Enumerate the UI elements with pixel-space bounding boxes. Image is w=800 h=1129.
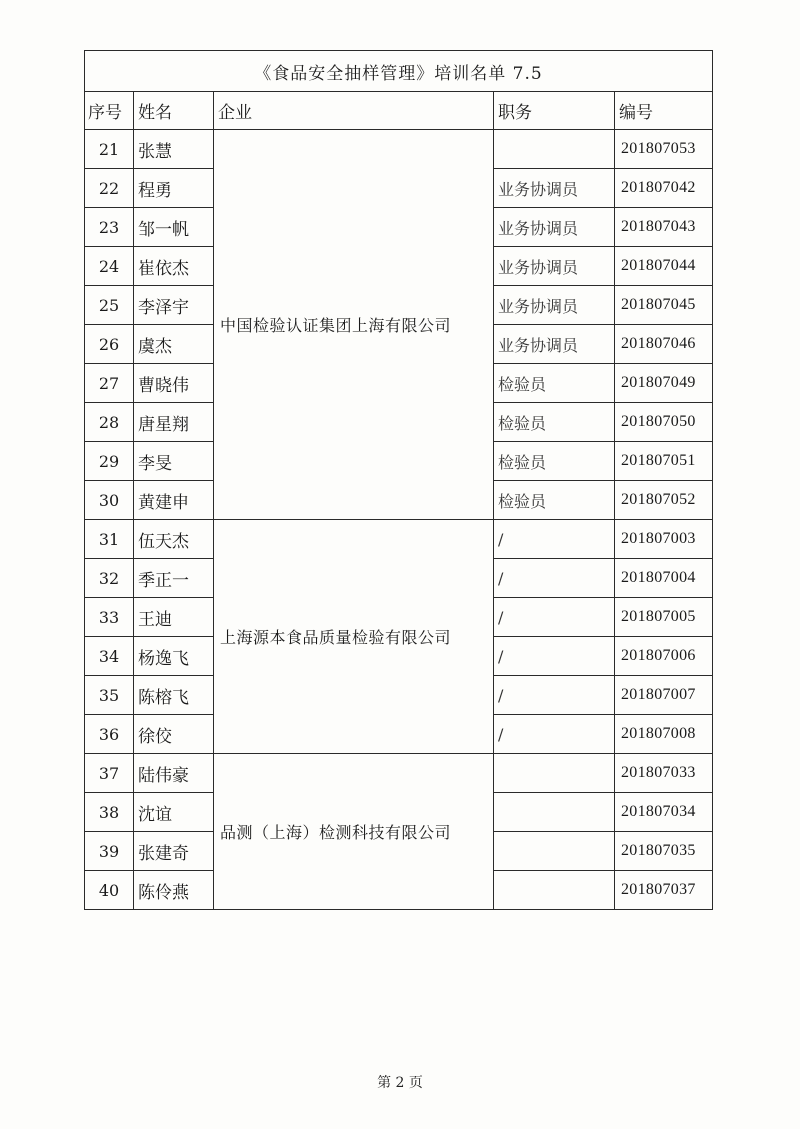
row-number: 25 [85, 286, 134, 325]
table-row [85, 130, 713, 169]
position-title: / [494, 598, 615, 637]
person-name: 沈谊 [134, 793, 214, 832]
header-org: 企业 [214, 92, 494, 130]
row-number: 37 [85, 754, 134, 793]
person-name: 陈伶燕 [134, 871, 214, 910]
registration-code: 201807046 [615, 325, 713, 364]
position-title: 检验员 [494, 442, 615, 481]
position-title: / [494, 715, 615, 754]
person-name: 虞杰 [134, 325, 214, 364]
header-no: 序号 [85, 92, 134, 130]
page-number: 第 2 页 [377, 1075, 423, 1091]
person-name: 季正一 [134, 559, 214, 598]
registration-code: 201807050 [615, 403, 713, 442]
company-name: 品测（上海）检测科技有限公司 [214, 754, 494, 910]
position-title [494, 754, 615, 793]
position-title: / [494, 559, 615, 598]
person-name: 杨逸飞 [134, 637, 214, 676]
registration-code: 201807049 [615, 364, 713, 403]
header-name: 姓名 [134, 92, 214, 130]
row-number: 32 [85, 559, 134, 598]
position-title: / [494, 676, 615, 715]
position-title [494, 793, 615, 832]
row-number: 24 [85, 247, 134, 286]
position-title [494, 871, 615, 910]
person-name: 陈榕飞 [134, 676, 214, 715]
person-name: 程勇 [134, 169, 214, 208]
row-number: 40 [85, 871, 134, 910]
person-name: 王迪 [134, 598, 214, 637]
row-number: 28 [85, 403, 134, 442]
position-title [494, 832, 615, 871]
table-row [85, 520, 713, 559]
position-title: / [494, 637, 615, 676]
registration-code: 201807004 [615, 559, 713, 598]
header-position: 职务 [494, 92, 615, 130]
row-number: 38 [85, 793, 134, 832]
registration-code: 201807043 [615, 208, 713, 247]
person-name: 邹一帆 [134, 208, 214, 247]
position-title: 业务协调员 [494, 169, 615, 208]
position-title: 业务协调员 [494, 325, 615, 364]
position-title: 检验员 [494, 403, 615, 442]
roster-table [84, 50, 713, 910]
position-title: 业务协调员 [494, 208, 615, 247]
position-title: 检验员 [494, 481, 615, 520]
person-name: 黄建申 [134, 481, 214, 520]
header-code: 编号 [615, 92, 713, 130]
row-number: 31 [85, 520, 134, 559]
registration-code: 201807035 [615, 832, 713, 871]
company-name: 上海源本食品质量检验有限公司 [214, 520, 494, 754]
person-name: 唐星翔 [134, 403, 214, 442]
position-title: 检验员 [494, 364, 615, 403]
registration-code: 201807044 [615, 247, 713, 286]
row-number: 30 [85, 481, 134, 520]
table-title: 《食品安全抽样管理》培训名单 7.5 [85, 51, 713, 92]
registration-code: 201807052 [615, 481, 713, 520]
row-number: 21 [85, 130, 134, 169]
row-number: 33 [85, 598, 134, 637]
registration-code: 201807006 [615, 637, 713, 676]
person-name: 崔依杰 [134, 247, 214, 286]
person-name: 徐佼 [134, 715, 214, 754]
registration-code: 201807042 [615, 169, 713, 208]
row-number: 26 [85, 325, 134, 364]
row-number: 27 [85, 364, 134, 403]
person-name: 伍天杰 [134, 520, 214, 559]
company-name: 中国检验认证集团上海有限公司 [214, 130, 494, 520]
registration-code: 201807051 [615, 442, 713, 481]
registration-code: 201807045 [615, 286, 713, 325]
row-number: 39 [85, 832, 134, 871]
registration-code: 201807007 [615, 676, 713, 715]
person-name: 李旻 [134, 442, 214, 481]
registration-code: 201807053 [615, 130, 713, 169]
registration-code: 201807034 [615, 793, 713, 832]
registration-code: 201807003 [615, 520, 713, 559]
person-name: 李泽宇 [134, 286, 214, 325]
person-name: 陆伟豪 [134, 754, 214, 793]
registration-code: 201807033 [615, 754, 713, 793]
person-name: 张建奇 [134, 832, 214, 871]
row-number: 36 [85, 715, 134, 754]
row-number: 23 [85, 208, 134, 247]
registration-code: 201807005 [615, 598, 713, 637]
position-title: 业务协调员 [494, 286, 615, 325]
person-name: 张慧 [134, 130, 214, 169]
registration-code: 201807037 [615, 871, 713, 910]
row-number: 34 [85, 637, 134, 676]
header-row [85, 92, 713, 130]
row-number: 35 [85, 676, 134, 715]
position-title [494, 130, 615, 169]
row-number: 22 [85, 169, 134, 208]
row-number: 29 [85, 442, 134, 481]
position-title: 业务协调员 [494, 247, 615, 286]
position-title: / [494, 520, 615, 559]
registration-code: 201807008 [615, 715, 713, 754]
table-row [85, 754, 713, 793]
person-name: 曹晓伟 [134, 364, 214, 403]
